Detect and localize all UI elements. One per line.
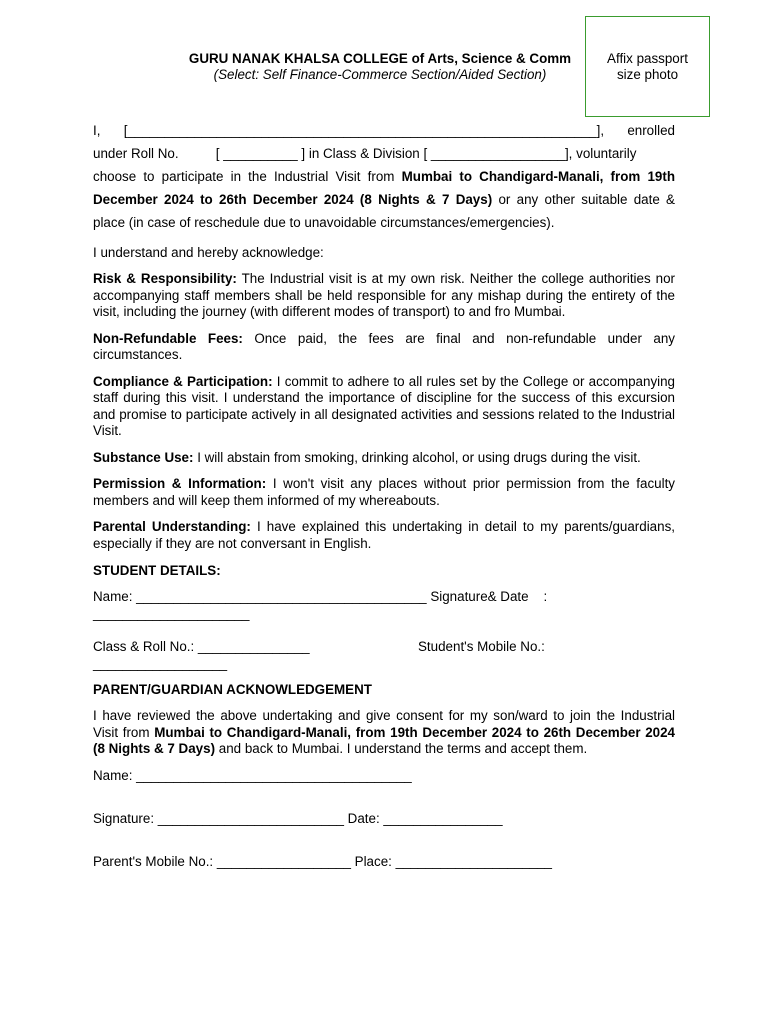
- intro-line-4-text: or any other suitable date &: [492, 192, 675, 207]
- clause-fees: [93, 331, 675, 364]
- form-header: [140, 51, 620, 83]
- clause-title: Permission & Information:: [93, 476, 267, 491]
- clause-risk: [93, 271, 675, 321]
- clause-title: Risk & Responsibility:: [93, 271, 237, 286]
- consent-text-b: and back to Mumbai. I understand the terms and accept them.: [215, 741, 588, 756]
- student-name-blank: [_______________________________________________________________],: [123, 123, 605, 138]
- clause-substance: [93, 450, 675, 467]
- intro-line-3: [93, 165, 675, 188]
- clause-text: I won't visit any places without prior permission from the faculty members and will keep them informed of my whereabouts.: [93, 476, 675, 508]
- college-title: GURU NANAK KHALSA COLLEGE of Arts, Science & Comm: [188, 51, 572, 66]
- clause-text: Once paid, the fees are final and non-refundable under any circumstances.: [93, 330, 675, 362]
- trip-dates-bold: December 2024 to 26th December 2024 (8 Nights & 7 Days): [93, 192, 493, 207]
- parent-ack-heading: PARENT/GUARDIAN ACKNOWLEDGEMENT: [93, 682, 372, 697]
- parent-name-line[interactable]: Name: _____________________________________: [93, 768, 412, 783]
- clause-text: I will abstain from smoking, drinking alcohol, or using drugs during the visit.: [193, 449, 641, 465]
- intro-line-5: place (in case of reschedule due to unavoidable circumstances/emergencies).: [93, 215, 555, 230]
- clauses-list: [93, 271, 675, 552]
- student-mobile-label: Student's Mobile No.:: [418, 639, 545, 654]
- student-details-heading: STUDENT DETAILS:: [93, 563, 221, 578]
- parent-consent-text: [93, 708, 675, 758]
- acknowledge-heading: I understand and hereby acknowledge:: [93, 245, 324, 260]
- intro-enrolled: enrolled: [627, 123, 675, 138]
- clause-title: Substance Use:: [93, 449, 194, 465]
- clause-title: Parental Understanding:: [93, 519, 251, 534]
- clause-permission: [93, 476, 675, 509]
- clause-text: The Industrial visit is at my own risk. Neither the college authorities nor accompanying staff members shall be held responsible for any mishap during the entirety of the visit, including the journey (with different modes of transport) to and fro Mumbai.: [93, 271, 675, 319]
- passport-photo-box: [585, 16, 710, 117]
- intro-line-4: [93, 188, 675, 211]
- photo-box-label: Affix passport size photo: [607, 50, 688, 82]
- consent-text-a: I have reviewed the above undertaking and give consent for my son/ward to join the Industrial Visit from: [93, 708, 675, 740]
- clause-title: Compliance & Participation:: [93, 373, 273, 389]
- clause-compliance: [93, 374, 675, 440]
- trip-route-bold: Mumbai to Chandigard-Manali, from 19th: [401, 169, 675, 184]
- intro-line-3-text: choose to participate in the Industrial Visit from: [93, 169, 402, 184]
- parent-mobile-place-line[interactable]: Parent's Mobile No.: __________________ Place: _____________________: [93, 854, 552, 869]
- section-subtitle: (Select: Self Finance-Commerce Section/Aided Section): [213, 67, 547, 82]
- clause-parental: [93, 519, 675, 552]
- consent-trip-bold: Mumbai to Chandigard-Manali, from 19th December 2024 to 26th December 2024 (8 Nights & 7 Days): [93, 724, 675, 756]
- student-name-signature-line[interactable]: Name: _______________________________________ Signature& Date :: [93, 589, 548, 604]
- parent-signature-date-line[interactable]: Signature: _________________________ Date: ________________: [93, 811, 503, 826]
- student-mobile-blank[interactable]: __________________: [93, 656, 228, 671]
- intro-line-2: under Roll No. [ __________ ] in Class & Division [ __________________], voluntarily: [93, 146, 637, 161]
- clause-text: I have explained this undertaking in detail to my parents/guardians, especially if they are not conversant in English.: [93, 519, 675, 551]
- clause-text: I commit to adhere to all rules set by the College or accompanying staff during this visit. I understand the importance of discipline for the success of this excursion and promise to participate actively in all designated activities and sessions related to the Industrial Visit.: [93, 373, 676, 438]
- clause-title: Non-Refundable Fees:: [93, 330, 243, 346]
- parent-consent-paragraph: [93, 708, 675, 758]
- intro-line-1: [93, 119, 675, 142]
- student-class-roll-line[interactable]: Class & Roll No.: _______________: [93, 639, 310, 654]
- intro-declaration: [93, 119, 675, 234]
- student-signature-date-blank[interactable]: _____________________: [93, 606, 250, 621]
- intro-prefix: I,: [93, 123, 101, 138]
